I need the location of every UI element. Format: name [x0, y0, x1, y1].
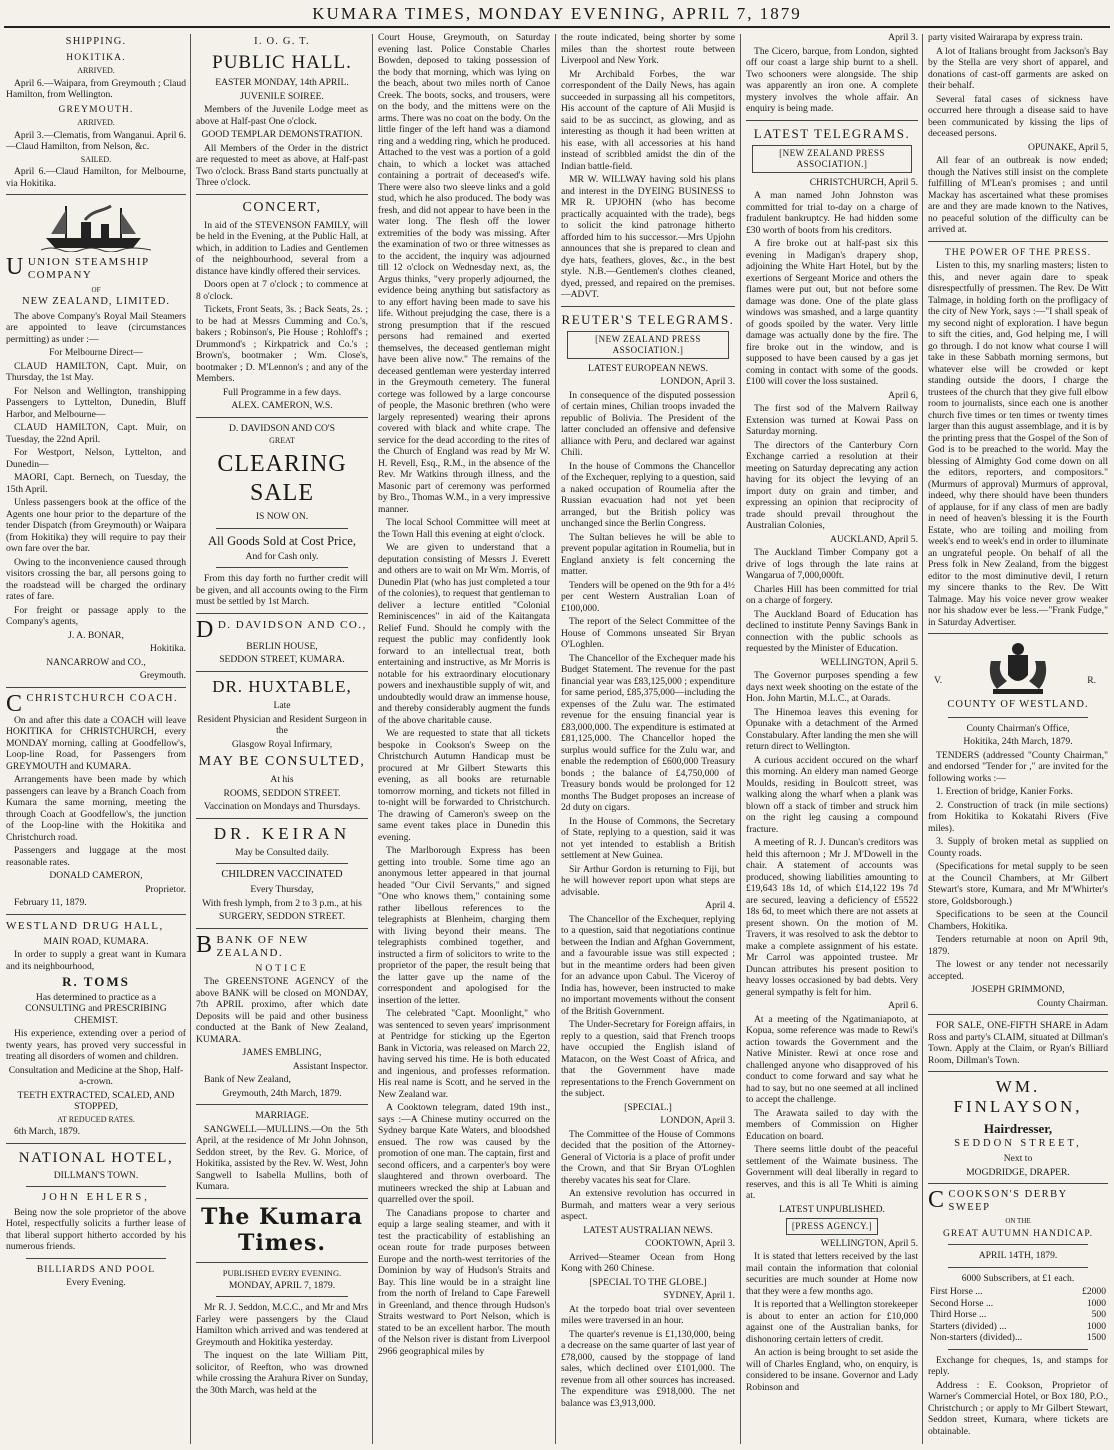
for-sale-paragraph: FOR SALE, ONE-FIFTH SHARE in Adam Ross and party's CLAIM, situated at Dillman's Town. Apply at the Claim, or Ryan's Billiard Room, Dillman's Town.: [928, 1020, 1108, 1066]
col4-paragraph-8: The report of the Select Committee of the House of Commons unseated Sir Bryan O'Loghlen.: [561, 616, 735, 651]
arrived-label-2: ARRIVED.: [77, 117, 115, 127]
latest-unpublished-heading: LATEST UNPUBLISHED.: [779, 1203, 885, 1215]
drug-hall-address: MAIN ROAD, KUMARA.: [43, 935, 149, 947]
coach-signature-2: Proprietor.: [145, 883, 186, 895]
coach-title: CCHRISTCHURCH COACH.: [6, 690, 179, 717]
divider: [216, 528, 348, 529]
masthead-rule: [4, 26, 1110, 28]
masthead-title: KUMARA TIMES, MONDAY EVENING, APRIL 7, 1879: [312, 4, 802, 23]
divider: [196, 417, 368, 418]
col3-paragraph-5: The Marlborough Express has been getting into trouble. Some time ago an anonymous letter appeared in that journal headed "Our Civil Servants," and signed "One who knows them," containing some rather libellous references to the telegraphists at Blenheim, charging them with living beyond their means. The telegraphists combined together, and instructed a firm of solicitors to write to the proprietor of the paper, the result being that the latter gave up the name of the correspondent and apologised for the insertion of the letter.: [378, 845, 550, 1006]
divider: [6, 194, 186, 195]
davidson-co-title: D D. DAVIDSON AND CO.,: [196, 616, 367, 643]
col3-paragraph-4: We are requested to state that all tickets bespoke in Cookson's Sweep on the Christchurch Autumn Handicap must be procured at Mr Gilbert Stewarts this evening, as all books are returnable tomorrow morning, and tickets not filled in to-night will be forwarded to Christchurch. The drawing of Cameron's sweep on the same event takes place in Dunedin this evening.: [378, 728, 550, 843]
col5-paragraph-15: There seems little doubt of the peaceful settlement of the Waimate business. The Government will deal liberally in regard to reserves, and this is all Te Whiti is aiming at.: [746, 1144, 918, 1202]
prize-label: First Horse ...: [930, 1286, 983, 1298]
greymouth-sailed: April 6.—Claud Hamilton, for Melbourne, via Hokitika.: [6, 166, 186, 189]
greymouth-arrivals: April 3.—Clematis, from Wanganui. April 6.—Claud Hamilton, from Nelson, &c.: [6, 129, 186, 153]
col4-paragraph-17: At the torpedo boat trial over seventeen miles were traversed in an hour.: [561, 1303, 735, 1327]
drug-hall-name: R. TOMS: [62, 974, 130, 990]
cookson-title: CCOOKSON'S DERBY SWEEP: [928, 1187, 1068, 1214]
column-divider: [740, 34, 741, 1444]
coach-paragraph-2: Arrangements have been made by which passengers can leave by a Branch Coach from Kumara the same morning, meeting the through Coach at Goodfellow's, the junction of the Loop-line with the Hokitika and Christchurch road.: [6, 774, 186, 843]
concert-paragraph-2: Doors open at 7 o'clock ; to commence at 8 o'clock.: [196, 279, 368, 302]
keiran-thursday: Every Thursday,: [250, 884, 314, 896]
col4-paragraph-12: The Chancellor of the Exchequer, replying to a question, said that negotiations continue between the Indian and Afghan Government, and a favourable issue was still expected ; but in the meantime orders had been given for an advance upon Cabul. The Viceroy of India has, however, been instructed to make no important movements without the consent of the British Government.: [561, 913, 735, 1017]
col4-paragraph-5: In the house of Commons the Chancellor of the Exchequer, replying to a question, said a naked occupation of Roumelia after the Russian evacuation had not yet been arranged, but the British policy was unchanged since the Berlin Congress.: [561, 460, 735, 530]
col5-paragraph-9: The Governor purposes spending a few days next week shooting on the estate of the Hon. John Martin, M.L.C., at Oarads.: [746, 670, 918, 705]
divider: [6, 914, 186, 915]
usc-paragraph-4: For freight or passage apply to the Company's agents,: [6, 604, 186, 628]
bank-nz-title: BBANK OF NEW ZEALAND.: [196, 931, 309, 959]
prize-row: [928, 1286, 1108, 1298]
col6-paragraph-9: Tenders returnable at noon on April 9th, 1879.: [928, 934, 1108, 957]
divider: [216, 567, 348, 568]
col6-paragraph-7: (Specifications for metal supply to be seen at the Council Chambers, at Mr Gilbert Stewart's store, Kumara, and Mr M'Whirter's store, Goldsborough.): [928, 861, 1108, 907]
county-office: County Chairman's Office,: [966, 722, 1070, 734]
juvenile-soiree: JUVENILE SOIREE.: [240, 90, 324, 102]
col5-paragraph-13: At a meeting of the Ngatimaniapoto, at Kopua, some reference was made to Rewi's action towards the Government and the Native Minister. Rewi at once rose and challenged anyone who disapproved of his conduct to come forward and say what he had to say, but no one seemed at all inclined to accept the challenge.: [746, 1013, 918, 1106]
national-hotel-billiards: BILLIARDS AND POOL: [36, 1263, 156, 1275]
prize-value: 1000: [1086, 1320, 1106, 1332]
prize-label: Second Horse ...: [930, 1297, 994, 1309]
marriage-paragraph: SANGWELL—MULLINS.—On the 5th April, at the residence of Mr John Johnson, Seddon street, by the Rev. G. Morice, of Hokitika, assisted by the Rev. W. West, John Sangwell to Isabella Mullins, both of Kumara.: [196, 1123, 368, 1193]
column-3: [378, 32, 550, 1446]
concert-paragraph-1: In aid of the STEVENSON FAMILY, will be held in the Evening, at the Public Hall, at which, in addition to Ladies and Gentlemen of the neighbourhood, several from a distance have kindly offered their services.: [196, 219, 368, 277]
prize-value: 500: [1091, 1309, 1106, 1321]
steamship-icon: [41, 200, 151, 252]
public-hall-title: PUBLIC HALL.: [212, 51, 352, 73]
national-hotel-address: DILLMAN'S TOWN.: [53, 1169, 139, 1181]
davidson-paragraph: From this day forth no further credit will be given, and all accounts owing to the Firm must be settled by 1st March.: [196, 573, 368, 608]
arrived-label: ARRIVED.: [77, 65, 115, 75]
good-templar-heading: GOOD TEMPLAR DEMONSTRATION.: [201, 129, 363, 141]
finlayson-street: SEDDON STREET,: [954, 1138, 1082, 1150]
berlin-house: BERLIN HOUSE,: [246, 640, 318, 652]
col3-paragraph-8: The Canadians propose to charter and equip a large sealing steamer, and with it test the practicability of establishing an ocean route for trade purposes between Europe and the north-west territories of the Dominion by way of Hudson's Straits and Bay. This line would be in a straight line from the north of Ireland to Cape Farewell in Greenland, and thence through Hudson's Straits westward to Port Nelson, which is stated to be an excellent harbor. The mouth of the Nelson river is distant from Liverpool 2966 geographical miles by: [378, 1207, 550, 1357]
col4-paragraph-9: The Chancellor of the Exchequer made his Budget Statement. The revenue for the past financial year was £83,125,000 ; expenditure for same period, £85,375,000—including the expenses of the Zulu war. The estimated revenue for the ensuing financial year is £83,000,000. The expenditure is estimated at £81,125,000. The Chancellor hoped the surplus would suffice for the Zulu war, and enable the redemption of £600,000 Treasury bonds ; the balance of £4,750,000 of Treasury bonds would be prolonged for 12 months The Budget proposes an increase of 2d duty on cigars.: [561, 652, 735, 814]
dateline-auckland: AUCKLAND, April 5.: [830, 533, 918, 545]
divider: [948, 717, 1088, 718]
col3-paragraph-1: Court House, Greymouth, on Saturday evening last. Police Constable Charles Bowden, deposed to taking possession of the body that morning, which was lying on the beach, about two miles north of Canoe Creek. The boots, socks, and trousers, were on the body, and the mittens were on the arms. There was no coat on the body. On the little finger of the left hand was a diamond ring and a wedding ring, which he produced. Attached to the vest was a portion of a gold chain, to which a locket was attached containing a portrait of deceased's wife. There were also two sleeve links and a gold stud, which he also produced. The body was fresh, and did not appear to have been in the water long. The flesh off the lower extremities of the body was missing. After the examination of two or three witnesses as to the accident, the inquiry was adjourned till 12 o'clock on Wednesday next, as, the Argus thinks, "very properly adjourned, the evidence being anything but satisfactory as to any effort having been made to save his life. Without prejudging the case, there is a strong presumption that if the rescued persons had remained and exerted themselves, the deceased gentleman might have been alive now." The remains of the deceased gentleman were yesterday interred in the Greymouth cemetery. The funeral cortege was followed by a large concourse of people, the Masonic brethren (who were largely represented) wearing their aprons covered with black and white crape. The service for the dead according to the rites of the Church of England was read by Mr W. H. Revell, Esq., R.M., in the absence of the Rev. Mr Watkins through illness, and the Masonic part of ceremony was performed by Bro., Thomas W.M., in a very impressive manner.: [378, 32, 550, 515]
column-divider: [555, 34, 556, 1444]
col6-paragraph-6: TENDERS (addressed "County Chairman," and endorsed "Tender for ," are invited for the following works :—: [928, 749, 1108, 784]
davidson-cash: And for Cash only.: [245, 550, 319, 562]
divider: [196, 928, 368, 929]
usc-paragraph-1: The above Company's Royal Mail Steamers are appointed to leave (circumstances permitting) as under :—: [6, 310, 186, 345]
usc-nelson: For Nelson and Wellington, transhipping Passengers to Lyttelton, Dunedin, Bluff Harbor, and Melbourne—: [6, 385, 186, 420]
col6-paragraph-4: All fear of an outbreak is now ended; though the Natives still insist on the complete fulfilling of M'Lean's promises ; and until Mackay has ascertained what these promises are and they are made known to the Natives, no peaceful solution of the difficulty can be arrived at.: [928, 155, 1108, 235]
column-6: [928, 32, 1108, 1446]
usc-paragraph-2: Unless passengers book at the office of the Agents one hour prior to the departure of the tender Dispatch (from Greymouth) or Waipara (from Hokitika) they will require to pay their own fare over the bar.: [6, 497, 186, 555]
prize-row: [928, 1332, 1108, 1344]
latest-telegrams-heading: LATEST TELEGRAMS.: [753, 125, 911, 141]
col4-paragraph-2: Mr Archibald Forbes, the war correspondent of the Daily News, has again succeeded in surpassing all his competitors, His account of the capture of Ali Musjid is said to be as succinct, as glowing, and as interesting as though it had been written at his ease, with all accessories at his hand instead of scribbled amidst the din of the Indian battle-field.: [561, 68, 735, 172]
coach-signature: DONALD CAMERON,: [49, 870, 143, 882]
divider: [948, 1244, 1088, 1245]
usc-signature-1: J. A. BONAR,: [68, 629, 124, 641]
prize-label: Third Horse ...: [930, 1309, 987, 1321]
col5-paragraph-17: It is reported that a Wellington storekeeper is about to enter an action for £10,000 against one of the Australian banks, for dishonoring certain letters of credit.: [746, 1299, 918, 1345]
divider: [561, 306, 735, 307]
coach-paragraph-1: On and after this date a COACH will leave HOKITIKA for CHRISTCHURCH, every MONDAY morning, calling at Goodfellow's, Loop-line Road, for Passengers from GREYMOUTH and KUMARA.: [6, 714, 186, 772]
dateline-wellington-2: WELLINGTON, April 5.: [820, 1237, 918, 1249]
drug-hall-date: 6th March, 1879.: [14, 1126, 81, 1138]
union-steamship-title: UUNION STEAMSHIP COMPANY: [6, 254, 150, 282]
royal-coat-of-arms-icon: [983, 641, 1053, 697]
dateline-april-3: April 3.: [888, 32, 918, 43]
finlayson-mogdridge: MOGDRIDGE, DRAPER.: [966, 1166, 1070, 1178]
col5-paragraph-12: A meeting of R. J. Duncan's creditors was held this afternoon ; Mr J. M'Dowell in the chair. A statement of accounts was produced, showing liabilities amounting to £19,643 18s 1d, of which £14,122 19s 7d are secured, leaving a deficiency of £5522 18s 6d, to meet which there are not assets at present shown. On the motion of M. Travers, it was resolved to ask the debtor to make a complete assignment of his estate. Mr Carrol was appointed trustee. Mr Duncan attributes his present position to heavy losses occasioned by bad debts. Very general sympathy is felt for him.: [746, 837, 918, 998]
col4-paragraph-1: the route indicated, being shorter by some miles than the shortest route between Liverpool and New York.: [561, 32, 735, 66]
col5-paragraph-18: An action is being brought to set aside the will of Charles England, who, on enquiry, is considered to be insane. Governor and Lady Robinson and: [746, 1347, 918, 1393]
usc-signature-2b: Greymouth.: [139, 670, 186, 682]
prize-label: Starters (divided) ...: [930, 1320, 1007, 1332]
davidson-address: SEDDON STREET, KUMARA.: [219, 654, 345, 666]
col4-paragraph-11: Sir Arthur Gordon is returning to Fiji, but he will however report upon what steps are advisable.: [561, 863, 735, 898]
col5-paragraph-4: The first sod of the Malvern Railway Extension was turned at Kowai Pass on Saturday morning.: [746, 403, 918, 438]
greymouth-heading: GREYMOUTH.: [58, 104, 134, 115]
col3-paragraph-3: We are given to understand that a deputation consisting of Messrs J. Everett and others are to wait on Mr Wm. Morris, of Dunedin Plat (who has just completed a tour of the colonies), to request that gentleman to deliver a lecture entitled "Colonial Reminiscences" in aid of the Kaitangata Relief Fund. Should he comply with the request the public may confidently look forward to an intellectual treat, both entertaining and instructive, as Mr Morris is notable for his extraordinary elocutionary powers and inexhaustible supply of wit, and undoubtedly would draw an immense house, and thereby considerably augment the funds of the above charitable cause.: [378, 542, 550, 726]
col5-paragraph-16: It is stated that letters received by the last mail contain the information that colonial securities are much sounder at Home now that they were a few months ago.: [746, 1251, 918, 1297]
column-divider: [190, 34, 191, 1444]
dateline-april-6b: April 6.: [888, 1000, 918, 1012]
works-item-1: 1. Erection of bridge, Kanier Forks.: [936, 786, 1073, 798]
divider: [196, 671, 368, 672]
divider: [196, 1104, 368, 1105]
divider: [928, 241, 1108, 242]
keiran-lymph: With fresh lymph, from 2 to 3 p.m., at his: [202, 897, 362, 909]
county-westland-heading: COUNTY OF WESTLAND.: [947, 699, 1089, 710]
divider: [26, 1186, 166, 1187]
national-hotel-evening: Every Evening.: [66, 1277, 126, 1289]
usc-nz: NEW ZEALAND, LIMITED.: [22, 295, 170, 307]
divider: [196, 194, 368, 195]
works-item-2: 2. Construction of track (in mile sections) from Hokitika to Kokatahi Rivers (Five miles).: [928, 799, 1108, 834]
dateline-cooktown: COOKTOWN, April 3.: [645, 1238, 735, 1250]
dateline-christchurch: CHRISTCHURCH, April 5.: [809, 176, 918, 188]
col5-paragraph-2: A man named John Johnston was committed for trial to-day on a charge of fradulent bankruptcy. He had hidden some £30 worth of boots from his creditors.: [746, 190, 918, 236]
col6-paragraph-8: Specifications to be seen at the Council Chambers, Hokitika.: [928, 909, 1108, 932]
power-of-press-heading: THE POWER OF THE PRESS.: [944, 246, 1092, 258]
keiran-children: CHILDREN VACCINATED: [221, 869, 343, 881]
usc-signature-2: NANCARROW and CO.,: [46, 656, 146, 668]
bank-paragraph: The GREENSTONE AGENCY of the above BANK will be closed on MONDAY, 7th APRIL proximo, after which date Deposits will be paid and other business conducted at the Bank of New Zealand, KUMARA.: [196, 976, 368, 1045]
divider: [216, 1296, 348, 1297]
australian-news-heading: LATEST AUSTRALIAN NEWS.: [583, 1224, 713, 1236]
column-divider: [922, 34, 923, 1444]
cookson-subscribers: 6000 Subscribers, at £1 each.: [961, 1272, 1075, 1284]
coat-of-arms-block: [928, 639, 1108, 699]
col6-paragraph-3: Several fatal cases of sickness have occurred here through a disease said to have been communicated by kissing the lips of deceased persons.: [928, 93, 1108, 139]
european-news-heading: LATEST EUROPEAN NEWS.: [587, 362, 708, 374]
huxtable-rooms: ROOMS, SEDDON STREET.: [223, 787, 341, 799]
col4-paragraph-15: An extensive revolution has occurred in Burmah, and matters wear a very serious aspect.: [561, 1188, 735, 1223]
huxtable-paragraph-2: Glasgow Royal Infirmary,: [231, 738, 333, 750]
finlayson-hairdresser: Hairdresser,: [983, 1120, 1053, 1136]
huxtable-late: Late: [273, 700, 291, 712]
masthead: [0, 0, 1114, 30]
divider: [196, 1262, 368, 1263]
usc-westport: For Westport, Nelson, Lyttelton, and Dunedin—: [6, 447, 186, 470]
finlayson-next: Next to: [1003, 1153, 1033, 1165]
bank-location: Bank of New Zealand,: [204, 1074, 291, 1086]
column-4: [561, 32, 735, 1446]
davidson-title: D. DAVIDSON AND CO'S: [228, 422, 336, 434]
public-hall-subtitle: EASTER MONDAY, 14th APRIL.: [215, 77, 349, 89]
dateline-wellington: WELLINGTON, April 5.: [820, 656, 918, 668]
col4-paragraph-16: Arrived—Steamer Ocean from Hong Kong with 260 Chinese.: [561, 1251, 735, 1275]
drug-hall-paragraph-4: Consultation and Medicine at the Shop, Half-a-crown.: [8, 1064, 184, 1088]
press-association-label-2: [NEW ZEALAND PRESS ASSOCIATION.]: [752, 145, 912, 173]
news-paragraph-1: Mr R. J. Seddon, M.C.C., and Mr and Mrs Farley were passengers by the Claud Hamilton which arrived and was tendered at Greymouth and Hokitika yesterday.: [196, 1302, 368, 1348]
cookson-on: ON THE: [1005, 1217, 1031, 1226]
dateline-opunake: OPUNAKE, April 5,: [1028, 141, 1108, 153]
usc-of: OF: [91, 285, 101, 294]
divider: [26, 1258, 166, 1259]
prize-table: [928, 1286, 1108, 1344]
col6-paragraph-1: party visited Wairarapa by express train.: [928, 32, 1083, 43]
column-divider: [372, 34, 373, 1444]
drug-hall-paragraph-3: His experience, extending over a period of twenty years, has proved very successful in treating all disorders of women and children.: [6, 1028, 186, 1063]
usc-paragraph-3: Owing to the inconvenience caused through visitors crossing the bar, all persons going to the roadstead will be charged the ordinary rates of fare.: [6, 556, 186, 603]
huxtable-vaccination: Vaccination on Mondays and Thursdays.: [203, 801, 361, 813]
drug-hall-paragraph-6: AT REDUCED RATES.: [57, 1114, 135, 1124]
cookson-paragraph-2: Address : E. Cookson, Proprietor of Warner's Commercial Hotel, or Box 180, P.O., Christchurch ; or apply to Mr Gilbert Stewart, Seddon street, Kumara, where tickets are obtainable.: [928, 1379, 1108, 1437]
concert-paragraph-4: Full Programme in a few days.: [222, 386, 342, 398]
date-line: MONDAY, APRIL 7, 1879.: [228, 1279, 336, 1291]
prize-value: 1500: [1086, 1332, 1106, 1344]
drug-hall-paragraph-1: In order to supply a great want in Kumara and its neighbourhood,: [6, 949, 186, 972]
dateline-april-6: April 6,: [888, 389, 918, 401]
kumara-times-title: The Kumara Times.: [200, 1203, 364, 1257]
divider: [948, 1349, 1088, 1350]
col5-paragraph-5: The directors of the Canterbury Corn Exchange carried a resolution at their meeting on Saturday deprecating any action having for its object the levying of an import duty on grain and timber, and expressing an opinion that reciprocity of trade should prevail throughout the Australian Colonies,: [746, 439, 918, 532]
divider: [6, 687, 186, 688]
dateline-april-4: April 4.: [705, 900, 735, 912]
prize-row: [928, 1309, 1108, 1321]
col3-paragraph-2: The local School Committee will meet at the Town Hall this evening at eight o'clock.: [378, 517, 550, 540]
cookson-paragraph-1: Exchange for cheques, 1s, and stamps for reply.: [928, 1354, 1108, 1378]
col5-paragraph-6: The Auckland Timber Company got a drive of logs through the late rains at Wangarua of 7,000,000ft.: [746, 547, 918, 582]
prize-row: [928, 1321, 1108, 1333]
keiran-title: DR. KEIRAN: [213, 823, 351, 843]
works-item-3: 3. Supply of broken metal as supplied on County roads.: [928, 836, 1108, 859]
col4-paragraph-4: In consequence of the disputed possession of certain mines, Chilian troops invaded the republic of Bolivia. The President of the latter concluded an offensive and defensive alliance with Peru, and declared war against Chili.: [561, 389, 735, 459]
col4-paragraph-7: Tenders will be opened on the 9th for a 4½ per cent Western Australian Loan of £100,000.: [561, 579, 735, 614]
prize-row: [928, 1298, 1108, 1310]
special-label: [SPECIAL.]: [624, 1101, 672, 1113]
shipping-heading: SHIPPING.: [65, 36, 127, 47]
col5-paragraph-3: A fire broke out at half-past six this evening in Madigan's drapery shop, adjoining the White Hart Hotel, but by the exertions of Sergeant Morice and others the flames were put out, but not before some damage was done. One of the plate glass windows was smashed, and a large quantity of goods spoiled by the water. Very little damage was actually done by the fire. The fire broke out in the window, and is supposed to have been caused by a gas jet coming in contact with some of the goods. £100 will cover the loss sustained.: [746, 238, 918, 388]
column-2: [196, 32, 368, 1446]
usc-claud-1: CLAUD HAMILTON, Capt. Muir, on Thursday, the 1st May.: [6, 360, 186, 384]
davidson-great: GREAT: [269, 436, 295, 446]
usc-maori: MAORI, Capt. Bernech, on Tuesday, the 15th April.: [6, 472, 186, 495]
col6-paragraph-10: The lowest or any tender not necessarily accepted.: [928, 959, 1108, 982]
national-hotel-title: NATIONAL HOTEL,: [18, 1149, 174, 1166]
national-hotel-paragraph: Being now the sole proprietor of the above Hotel, respectfully solicits a further lease of that liberal support hitherto accorded by his numerous friends.: [6, 1206, 186, 1253]
column-1: [6, 32, 186, 1446]
cookson-great: GREAT AUTUMN HANDICAP.: [942, 1227, 1093, 1239]
dateline-london-2: LONDON, April 3.: [660, 1115, 735, 1127]
bank-signature-2: Assistant Inspector.: [292, 1060, 368, 1072]
coach-paragraph-3: Passengers and luggage at the most reasonable rates.: [6, 845, 186, 868]
col3-paragraph-7: A Cooktown telegram, dated 19th inst., says :—A Chinese mutiny occurred on the Sydney barque Kate Waters, and bloodshed ensued. The row was caused by the promotion of one man. The captain, first and second officers, and a carpenter's boy were slaughtered and thrown overboard. The mutineers wrecked the ship at Labuan and quarrelled over the spoil.: [378, 1102, 550, 1205]
county-signature-2: County Chairman.: [1037, 997, 1108, 1009]
concert-signature: ALEX. CAMERON, W.S.: [231, 400, 333, 412]
vr-v: V.: [934, 675, 943, 686]
keiran-surgery: SURGERY, SEDDON STREET.: [219, 911, 345, 923]
press-association-label: [NEW ZEALAND PRESS ASSOCIATION.]: [567, 331, 729, 359]
drug-hall-paragraph-2: Has determined to practice as a CONSULTING and PRESCRIBING CHEMIST.: [25, 991, 167, 1026]
dateline-sydney: SYDNEY, April 1.: [663, 1290, 735, 1302]
col5-paragraph-14: The Arawata sailed to day with the members of Commission on Higher Education on board.: [746, 1107, 918, 1142]
special-globe-label: [SPECIAL TO THE GLOBE.]: [589, 1276, 707, 1288]
usc-signature-1b: Hokitika.: [150, 643, 186, 655]
davidson-now-on: IS NOW ON.: [255, 511, 309, 523]
col5-paragraph-10: The Hinemoa leaves this evening for Opunake with a detachment of the Armed Constabulary. After landing the men she will return direct to Wellington.: [746, 706, 918, 753]
divider: [928, 1014, 1108, 1015]
prize-label: Non-starters (divided)...: [930, 1332, 1023, 1344]
divider: [196, 1198, 368, 1199]
col5-paragraph-8: The Auckland Board of Education has declined to institute Penny Savings Bank in connection with the public schools as requested by the Minister of Education.: [746, 608, 918, 655]
divider: [928, 1183, 1108, 1184]
divider: [196, 613, 368, 614]
drug-hall-paragraph-5: TEETH EXTRACTED, SCALED, AND STOPPED,: [17, 1089, 175, 1113]
hokitika-heading: HOKITIKA.: [66, 52, 126, 63]
col3-paragraph-6: The celebrated "Capt. Moonlight," who was sentenced to seven years' imprisonment at Pentridge for sticking up the Egerton Bank in Victoria, was released on March 22, having served his time. He is both educated and ingenious, and professes reformation. His real name is Scott, and he served in the New Zealand war.: [378, 1008, 550, 1100]
col4-paragraph-3: MR W. WILLWAY having sold his plans and interest in the DYEING BUSINESS to MR R. UPJOHN (who has become practically acquainted with the trade), begs to solicit the kind patronage hitherto afforded him to his successor.—Mrs Upjohn announces that she is prepared to clean and dye hats, feathers, gloves, &c., in the best style. N.B.—Gentlemen's clothes cleaned, dyed, pressed, and repaired on the premises.—ADVT.: [561, 174, 735, 300]
huxtable-paragraph-1: Resident Physician and Resident Surgeon in the: [197, 713, 367, 737]
col5-paragraph-7: Charles Hill has been committed for trial on a charge of forgery.: [746, 583, 918, 607]
col5-paragraph-11: A curious accident occured on the wharf this morning. An eldery man named George Moulds, residing in Boulcott street, was walking along the wharf when a plank was blown off a stack of timber and struck him on the right leg causing a compound fracture.: [746, 754, 918, 835]
col5-paragraph-1: The Cicero, barque, from London, sighted off our coast a large ship burnt to a shell. Two schooners were alongside. The ship was apparently an iron one. A complete mystery involves the whole affair. An enquiry is being made.: [746, 45, 918, 114]
col4-paragraph-13: The Under-Secretary for Foreign affairs, in reply to a question, said that French troops have occupied the English island of Matacon, on the West Coast of Africa, and that the Government have made representations to the French Government on the subject.: [561, 1019, 735, 1100]
column-5: [746, 32, 918, 1446]
keiran-consulted: May be Consulted daily.: [235, 846, 329, 858]
news-paragraph-2: The inquest on the late William Pitt, solicitor, of Reefton, who was drowned while crossing the Arahura River on Sunday, the 30th March, was held at the: [196, 1350, 368, 1396]
public-hall-paragraph-2: All Members of the Order in the district are requested to meet as above, at Half-past Two o'clock. Brass Band starts punctually at Three o'clock.: [196, 142, 368, 189]
published-line: PUBLISHED EVERY EVENING.: [222, 1267, 342, 1278]
public-hall-paragraph-1: Members of the Juvenile Lodge meet as above at Half-past One o'clock.: [196, 104, 368, 127]
huxtable-consulted: MAY BE CONSULTED,: [198, 754, 366, 770]
davidson-goods: All Goods Sold at Cost Price,: [208, 533, 356, 548]
finlayson-title: WM. FINLAYSON,: [953, 1077, 1083, 1117]
huxtable-at: At his: [270, 774, 294, 786]
dateline-london: LONDON, April 3.: [660, 376, 735, 388]
divider: [928, 633, 1108, 634]
marriage-heading: MARRIAGE.: [255, 1110, 309, 1122]
divider: [6, 1143, 186, 1144]
press-agency-label: [PRESS AGENCY.]: [786, 1218, 878, 1235]
divider: [196, 818, 368, 819]
iogt-heading: I. O. G. T.: [254, 36, 310, 47]
col6-paragraph-5: Listen to this, my snarling masters; listen to this, and never again dare to speak disrespectfully of pressmen. The Rev. De Witt Talmage, in holding forth on the profligacy of the city of New York, says :—"I shall speak of my second night of exploration. I have begun to sift the cities, and, God helping me, I will go through. I do not know what course I will take in these Sabbath morning sermons, but whatever else will be crowded or kept standing outside the doors, I charge the trustees of the church that they give full elbow room to journalists, since each one is another church five times or ten times or twenty times larger than this august assemblage, and it is by the printing press that the Gospel of the Son of God is to be preached to the world. May the blessing of Almighty God come down on all the editors, reporters, and compositors." (Murmurs of approval) Murmurs of approval, indeed, why there should have been thunders of applause, for if any class of men are badly in need of heaven's blessing it is the Fourth Estate, who are toiling and moiling from week's end to week's end in order to illuminate an ungrateful people. On behalf of all the Press folk in New Zealand, from the biggest editor to the most diminutive devil, I return my sincere thanks to the Rev. De Witt Talmage. May his voice never grow weaker nor his shadow ever be less.—"Frank Fudge," in Saturday Advertiser.: [928, 260, 1108, 628]
county-office-date: Hokitika, 24th March, 1879.: [963, 736, 1073, 748]
col4-paragraph-6: The Sultan believes he will be able to prevent popular agitation in Roumelia, but in England anxiety is felt concerning the matter.: [561, 531, 735, 578]
prize-value: £2000: [1082, 1286, 1106, 1298]
divider: [948, 1267, 1088, 1268]
coach-date: February 11, 1879.: [14, 897, 87, 909]
county-signature: JOSEPH GRIMMOND,: [971, 984, 1065, 996]
prize-value: 1000: [1086, 1297, 1106, 1309]
national-hotel-proprietor: JOHN EHLERS,: [42, 1192, 150, 1204]
clearing-sale-title: CLEARING SALE: [217, 450, 347, 506]
usc-claud-2: CLAUD HAMILTON, Capt. Muir, on Tuesday, the 22nd April.: [6, 422, 186, 445]
usc-melbourne: For Melbourne Direct—: [49, 347, 143, 359]
divider: [216, 863, 348, 864]
hokitika-arrivals: April 6.—Waipara, from Greymouth ; Claud Hamilton, from Wellington.: [6, 77, 186, 101]
concert-paragraph-3: Tickets, Front Seats, 3s. ; Back Seats, 2s. ; to be had at Messrs Cumming and Co.'s, bakers ; Robinson's, Pie House ; Rohloff's ; Drummond's ; Kirkpatrick and Co.'s ; Brown's, bootmaker ; Wm. Close's, bootmaker ; D. M'Lennon's ; and any of the Members.: [196, 304, 368, 385]
reuters-heading: REUTER'S TELEGRAMS.: [561, 311, 735, 327]
divider: [746, 120, 918, 121]
col6-paragraph-2: A lot of Italians brought from Jackson's Bay by the Stella are very short of apparel, and donations of cast-off garments are asked on their behalf.: [928, 45, 1108, 91]
drug-hall-title: WESTLAND DRUG HALL,: [6, 919, 164, 932]
bank-signature: JAMES EMBLING,: [242, 1047, 322, 1059]
bank-date: Greymouth, 24th March, 1879.: [222, 1087, 342, 1099]
sailed-label: SAILED.: [80, 154, 112, 164]
divider: [928, 1071, 1108, 1072]
cookson-date: APRIL 14TH, 1879.: [978, 1250, 1058, 1262]
huxtable-title: DR. HUXTABLE,: [212, 676, 352, 696]
col4-paragraph-18: The quarter's revenue is £1,130,000, being a decrease on the same quarter of last year of £78,000, caused by the stoppage of land sales, which declined over £101,000. The revenue from all other sources has increased. The expenditure was £918,000. The net balance was £3,913,000.: [561, 1328, 735, 1409]
bank-notice: NOTICE: [255, 962, 309, 974]
concert-title: CONCERT,: [242, 199, 322, 215]
col4-paragraph-10: In the House of Commons, the Secretary of State, replying to a question, said it was not yet intended to establish a British settlement at New Guinea.: [561, 815, 735, 862]
col4-paragraph-14: The Committee of the House of Commons decided that the position of the Attorney-General of Victoria is a place of profit under the Crown, and that Sir Bryan O'Loghlen thereby vacates his seat for Clare.: [561, 1128, 735, 1186]
vr-r: R.: [1087, 675, 1096, 686]
